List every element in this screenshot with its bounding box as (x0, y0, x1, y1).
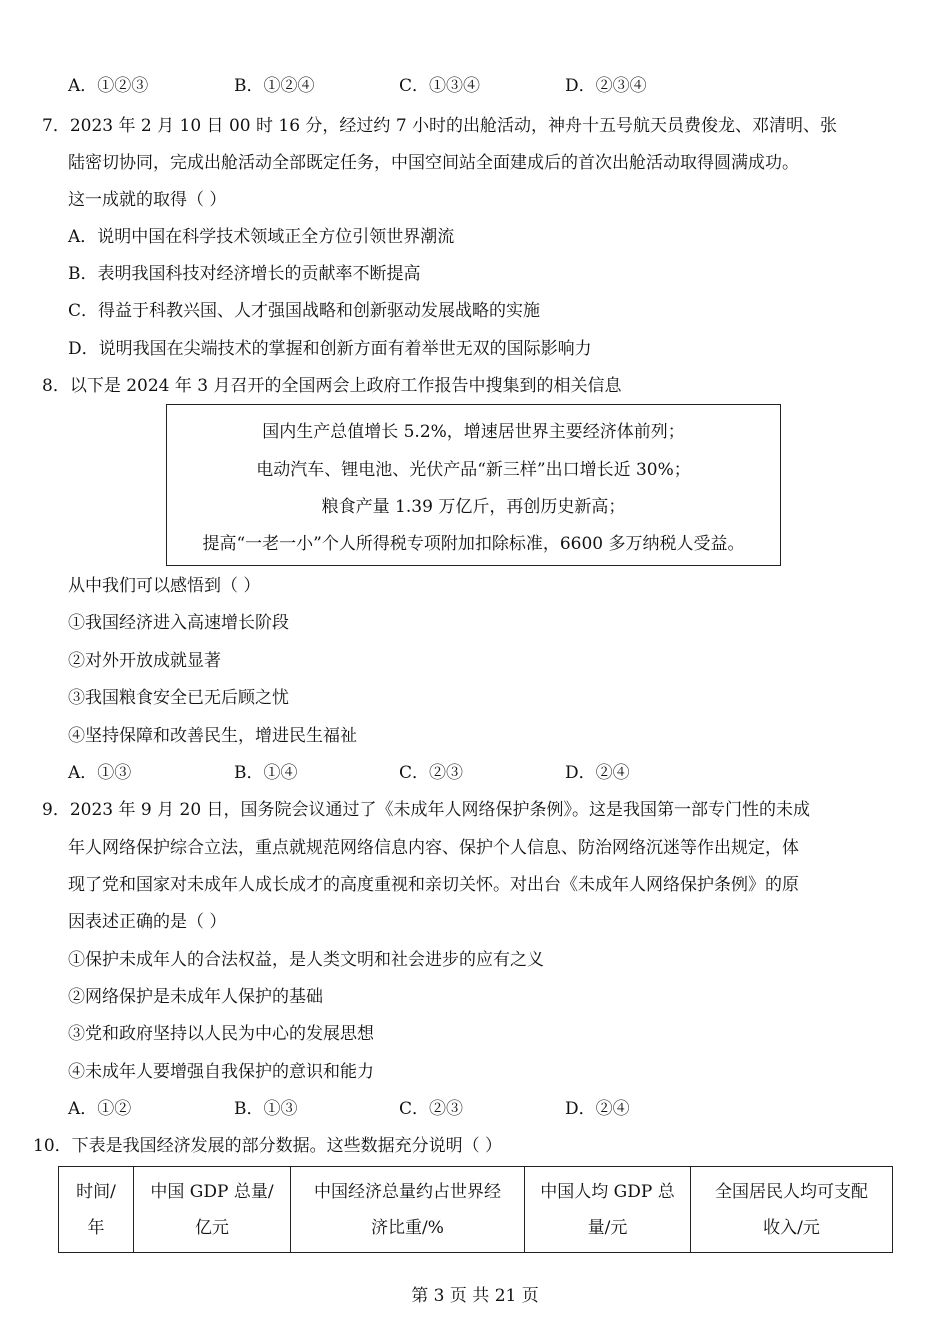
q9-option-b: B．①③ (234, 1099, 298, 1119)
q8-box-line-1: 国内生产总值增长 5.2%，增速居世界主要经济体前列； (262, 422, 685, 442)
q9-stem-line-3: 现了党和国家对未成年人成长成才的高度重视和亲切关怀。对出台《未成年人网络保护条例》的原 (68, 875, 799, 895)
q8-option-c: C．②③ (399, 763, 464, 783)
q8-box-line-3: 粮食产量 1.39 万亿斤，再创历史新高； (321, 497, 626, 517)
q7-choice-b: B．表明我国科技对经济增长的贡献率不断提高 (68, 264, 421, 284)
page-footer: 第 3 页 共 21 页 (411, 1286, 539, 1306)
q8-box-line-4: 提高“一老一小”个人所得税专项附加扣除标准，6600 多万纳税人受益。 (202, 534, 745, 554)
header-year: 时间/ 年 (59, 1167, 134, 1253)
header-disposable-income: 全国居民人均可支配 收入/元 (691, 1167, 893, 1253)
q7-choice-a: A．说明中国在科学技术领域正全方位引领世界潮流 (68, 227, 455, 247)
q6-option-b: B．①②④ (234, 76, 315, 96)
q10-data-table (58, 1166, 893, 1253)
q8-statement-2: ②对外开放成就显著 (68, 651, 221, 671)
table-header-row (59, 1167, 893, 1253)
q8-option-d: D．②④ (565, 763, 630, 783)
q9-statement-3: ③党和政府坚持以人民为中心的发展思想 (68, 1024, 374, 1044)
q9-statement-1: ①保护未成年人的合法权益，是人类文明和社会进步的应有之义 (68, 950, 544, 970)
q9-stem-line-1: 9．2023 年 9 月 20 日，国务院会议通过了《未成年人网络保护条例》。这是我国第一部专门性的未成 (42, 800, 811, 820)
q6-option-c: C．①③④ (399, 76, 481, 96)
q9-stem-line-2: 年人网络保护综合立法，重点就规范网络信息内容、保护个人信息、防治网络沉迷等作出规定，体 (68, 838, 799, 858)
q8-statement-1: ①我国经济进入高速增长阶段 (68, 613, 289, 633)
q7-choice-d: D．说明我国在尖端技术的掌握和创新方面有着举世无双的国际影响力 (68, 339, 592, 359)
q8-option-a: A．①③ (68, 763, 132, 783)
q8-prompt: 从中我们可以感悟到（ ） (68, 576, 261, 596)
q8-option-b: B．①④ (234, 763, 298, 783)
q9-statement-2: ②网络保护是未成年人保护的基础 (68, 987, 323, 1007)
q9-option-d: D．②④ (565, 1099, 630, 1119)
q7-stem-line-2: 陆密切协同，完成出舱活动全部既定任务，中国空间站全面建成后的首次出舱活动取得圆满成功。 (68, 153, 799, 173)
q10-stem: 10．下表是我国经济发展的部分数据。这些数据充分说明（ ） (33, 1136, 503, 1156)
q6-option-a: A．①②③ (68, 76, 149, 96)
q7-stem-line-3: 这一成就的取得（ ） (68, 190, 227, 210)
q9-option-c: C．②③ (399, 1099, 464, 1119)
q8-statement-4: ④坚持保障和改善民生，增进民生福祉 (68, 726, 357, 746)
q6-option-d: D．②③④ (565, 76, 647, 96)
header-gdp-total: 中国 GDP 总量/ 亿元 (134, 1167, 291, 1253)
q8-statement-3: ③我国粮食安全已无后顾之忧 (68, 688, 289, 708)
q9-option-a: A．①② (68, 1099, 132, 1119)
q8-stem: 8．以下是 2024 年 3 月召开的全国两会上政府工作报告中搜集到的相关信息 (42, 376, 622, 396)
header-world-share: 中国经济总量约占世界经 济比重/% (291, 1167, 525, 1253)
q8-box-line-2: 电动汽车、锂电池、光伏产品“新三样”出口增长近 30%； (256, 460, 691, 480)
q9-statement-4: ④未成年人要增强自我保护的意识和能力 (68, 1062, 374, 1082)
q7-stem-line-1: 7．2023 年 2 月 10 日 00 时 16 分，经过约 7 小时的出舱活动，神舟十五号航天员费俊龙、邓清明、张 (42, 116, 838, 136)
q8-info-box (166, 404, 781, 566)
q7-choice-c: C．得益于科教兴国、人才强国战略和创新驱动发展战略的实施 (68, 301, 541, 321)
header-gdp-per-capita: 中国人均 GDP 总 量/元 (525, 1167, 691, 1253)
q9-stem-line-4: 因表述正确的是（ ） (68, 912, 227, 932)
